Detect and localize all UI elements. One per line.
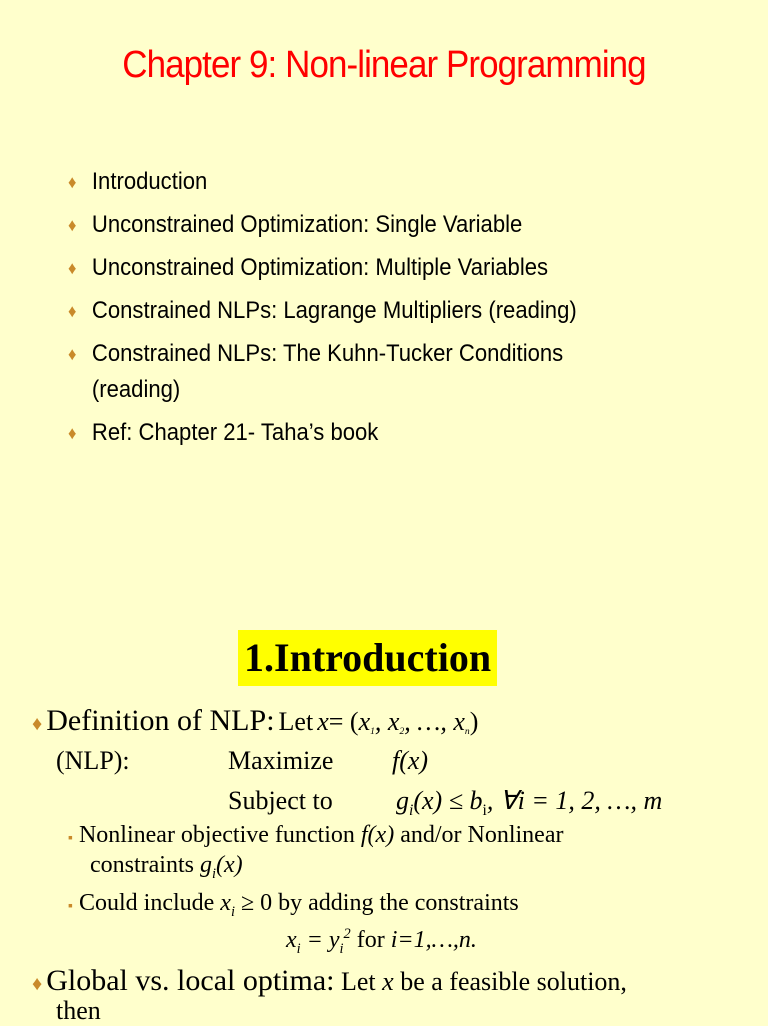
constraint-expression: $g_i(x) \le b_i$, ∀i = 1, 2, …, m	[396, 786, 663, 820]
diamond-bullet-icon: ♦	[68, 172, 77, 192]
nlp-label: (NLP):	[56, 746, 130, 775]
square-bullet-icon: ▪	[68, 899, 73, 914]
diamond-bullet-icon: ♦	[68, 215, 77, 235]
global-local-line: ♦ Global vs. local optima: Let x be a feasible solution,	[32, 964, 627, 997]
diamond-bullet-icon: ♦	[68, 301, 77, 321]
diamond-bullet-icon: ♦	[68, 258, 77, 278]
outline-item: ♦ Introduction	[68, 164, 657, 200]
square-bullet-icon: ▪	[68, 831, 73, 846]
outline-item: ♦ Unconstrained Optimization: Multiple Variables	[68, 250, 657, 286]
diamond-bullet-icon: ♦	[68, 423, 77, 443]
slide-title: Chapter 9: Non-linear Programming	[122, 44, 646, 86]
sub-bullet-nonnegativity: ▪ Could include $x_i \ge 0$ by adding the constraints	[68, 890, 519, 920]
global-then: then	[56, 996, 101, 1025]
substitution-equation: $x_i = y_i^2$ for i=1,…,n.	[286, 926, 477, 957]
objective-function: f(x)	[392, 746, 429, 775]
outline-list	[68, 164, 708, 458]
diamond-bullet-icon: ♦	[32, 713, 43, 735]
diamond-bullet-icon: ♦	[68, 344, 77, 364]
subject-to-label: Subject to	[228, 786, 333, 815]
outline-item: ♦ Constrained NLPs: The Kuhn-Tucker Conditions (reading)	[68, 336, 657, 408]
diamond-bullet-icon: ♦	[32, 973, 43, 995]
outline-item: ♦ Constrained NLPs: Lagrange Multipliers (reading)	[68, 293, 657, 329]
sub-bullet-constraints: constraints $g_i(x)$	[90, 852, 243, 882]
maximize-label: Maximize	[228, 746, 334, 775]
outline-item: ♦ Unconstrained Optimization: Single Variable	[68, 207, 657, 243]
definition-line: ♦ Definition of NLP: Let $x= (x_1$, $x_2$, …, $x_n$)	[32, 704, 479, 738]
outline-item: ♦ Ref: Chapter 21- Taha’s book	[68, 415, 657, 451]
sub-bullet-objective: ▪ Nonlinear objective function f(x) and/or Nonlinear	[68, 822, 564, 848]
intro-heading: 1.Introduction	[238, 630, 497, 686]
